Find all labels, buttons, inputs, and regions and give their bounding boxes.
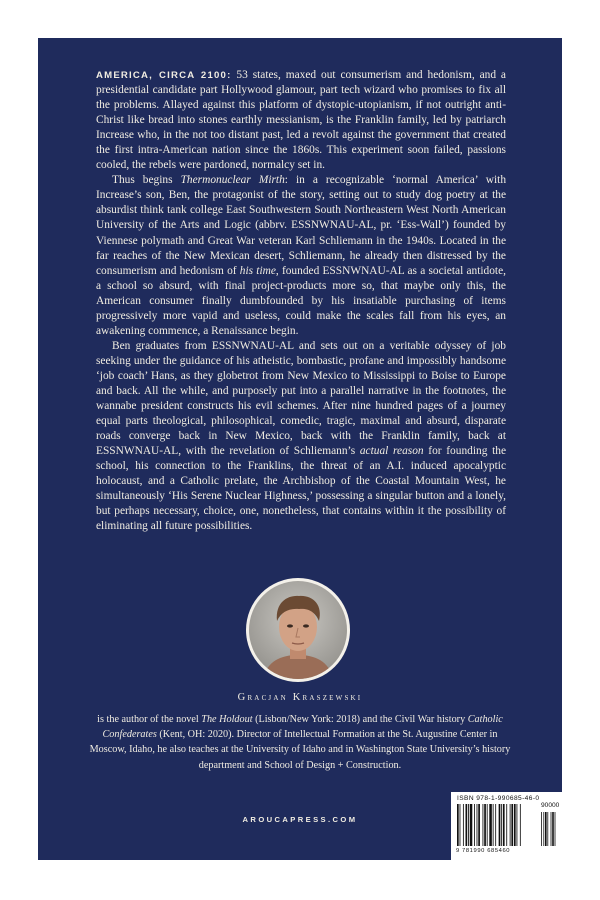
blurb-text: for founding the school, his connection to the Franklins, the threat of an A.I. induced apocalyptic holocaust, and a Catholic prelate, the Archbishop of the Coastal Mountain West, he simultaneously ‘His Serene Nuclear Highness,’ possessing a singular button and a lonely, but perhaps necessary, choice, one, nonetheless, that contains within it the possibility of eliminating all future possibilities. [96,445,506,533]
blurb-text: Thus begins [112,174,181,187]
price-addon: 90000 [541,802,560,809]
isbn-barcode [451,792,562,860]
author-photo-frame [246,578,350,682]
bio-text: (Kent, OH: 2020). Director of Intellectual Formation at the St. Augustine Center in Moscow, Idaho, he also teaches at the University of Idaho and in Washington State University’s history department and School of Design + Construction. [89,729,511,771]
blurb-text: , founded ESSNWNAU-AL as a societal antidote, a school so absurd, with final project-products more so, that maybe only this, the American consumer finally dumbfounded by his insatiable purchasing of items progressively more vapid and useless, could make the scales fall from his eyes, an awakening commence, a Renaissance begin. [96,264,506,337]
blurb-text: 53 states, maxed out consumerism and hedonism, and a presidential candidate part Hollywood glamour, part tech wizard who promises to fix all the problems. Allayed against this platform of dystopic-utopianism, if not outright anti-Christ like bread into stones earthly messianism, is the Franklin family, led by patriarch Increase who, in the not too distant past, led a revolt against the government that created the first intra-American nation since the 1860s. This experiment soon failed, passions cooled, the rebels were pardoned, normalcy set in. [96,69,506,172]
emphasis-text: actual reason [359,445,424,458]
book-title: Catholic Confederates [102,714,503,741]
author-photo [249,581,347,679]
blurb-text: : in a recognizable ‘normal America’ with Increase’s son, Ben, the protagonist of the story, setting out to study dog poetry at the absurdist think tank college East Southwestern South Northeastern West North American University of the Arts and Logic (abbrv. ESSNWNAU-AL, pr. ‘Ess-Wall’) founded by Viennese polymath and Great War veteran Karl Schliemann in the 1940s. Located in the far reaches of the New Mexican desert, Schliemann, he already then distressed by the consumerism and hedonism of [96,174,507,277]
book-blurb [96,68,506,534]
barcode-bars [457,802,560,848]
bio-text: is the author of the novel [97,714,202,725]
author-name: Gracjan Kraszewski [237,692,363,703]
blurb-text: Ben graduates from ESSNWNAU-AL and sets out on a veritable odyssey of job seeking under the guidance of his atheistic, bombastic, profane and impossibly handsome ‘job coach’ Hans, as they globetrot from New Mexico to Mississippi to Boise to Europe and back. All the while, and purposely put into a parallel narrative in the footnotes, the wannabe president constructs his evil schemes. After nine hundred pages of a journey equal parts theological, philosophical, comedic, tragic, maximal and absurd, disparate roads converge back in New Mexico, back with the Franklin family, back at ESSNWNAU-AL, with the revelation of Schliemann’s [96,339,506,458]
blurb-paragraph-2 [96,173,506,339]
barcode-digits: 9 781990 685460 [456,848,511,854]
bio-text: (Lisbon/New York: 2018) and the Civil War history [252,714,468,725]
back-cover [38,38,562,860]
book-title: The Holdout [201,714,253,725]
author-bio [88,712,512,773]
book-title: Thermonuclear Mirth [180,174,285,187]
blurb-paragraph-3 [96,339,506,535]
isbn-text: ISBN 978-1-990685-46-0 [457,795,540,802]
emphasis-text: his time [239,264,276,277]
publisher-website: AROUCAPRESS.COM [242,815,358,824]
blurb-paragraph-1 [96,68,506,173]
blurb-lead: AMERICA, CIRCA 2100: [96,70,232,81]
